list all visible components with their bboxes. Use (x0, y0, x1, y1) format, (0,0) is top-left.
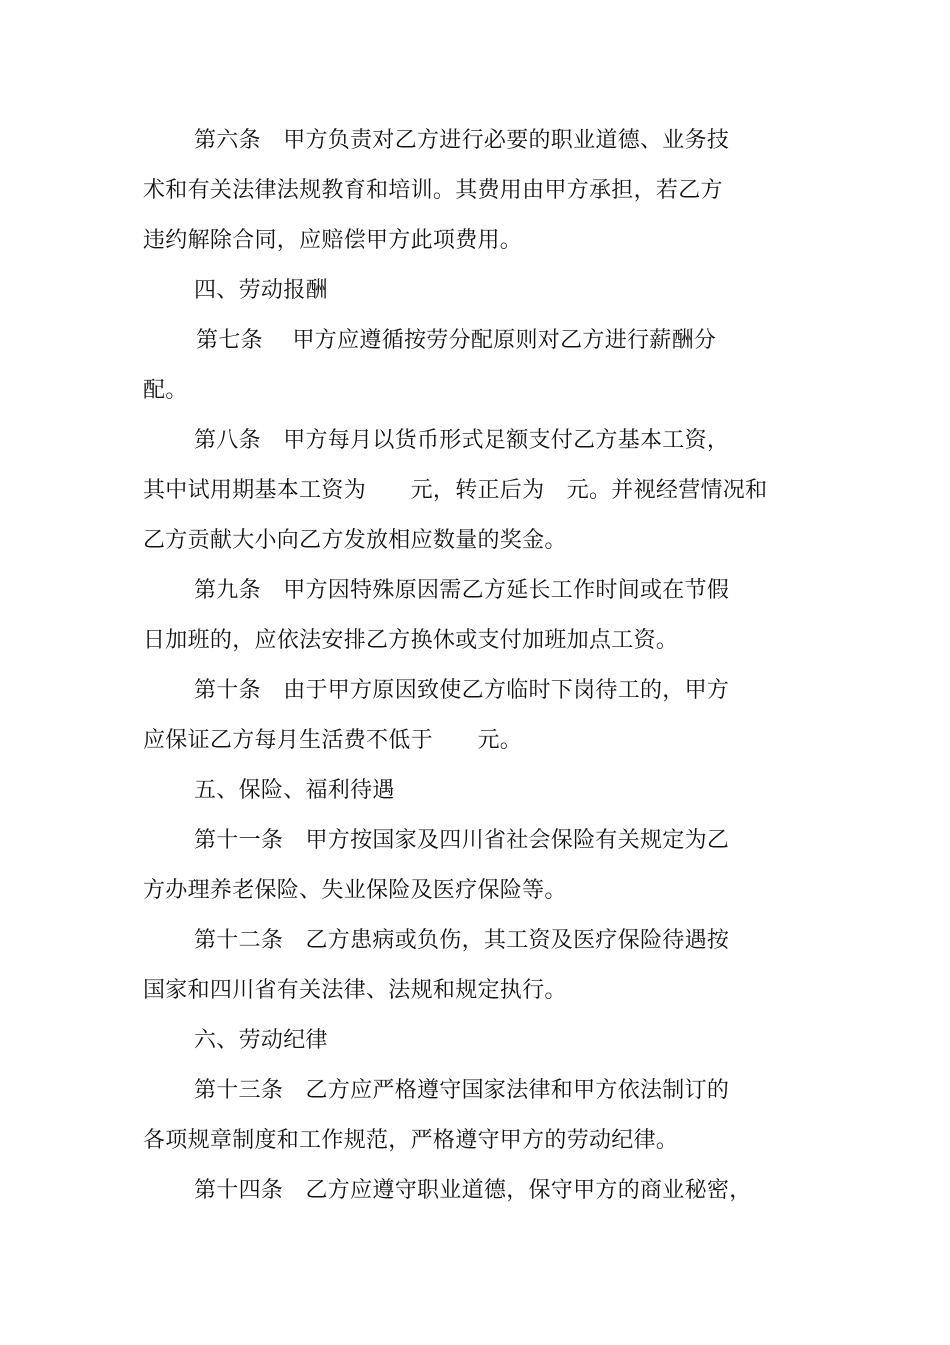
article-13-line-1: 第十三条 乙方应严格遵守国家法律和甲方依法制订的 (194, 1078, 730, 1103)
article-14-line-1: 第十四条 乙方应遵守职业道德，保守甲方的商业秘密， (194, 1178, 752, 1203)
article-7-line-2: 配。 (143, 378, 188, 403)
article-13-line-2: 各项规章制度和工作规范，严格遵守甲方的劳动纪律。 (143, 1128, 679, 1153)
article-6-line-3: 违约解除合同，应赔偿甲方此项费用。 (143, 228, 523, 253)
article-9-line-2: 日加班的，应依法安排乙方换休或支付加班加点工资。 (143, 628, 679, 653)
article-6-line-1: 第六条 甲方负责对乙方进行必要的职业道德、业务技 (194, 128, 730, 153)
article-6-line-2: 术和有关法律法规教育和培训。其费用由甲方承担，若乙方 (143, 178, 723, 203)
article-10-line-2: 应保证乙方每月生活费不低于 元。 (143, 728, 523, 753)
article-11-line-2: 方办理养老保险、失业保险及医疗保险等。 (143, 878, 567, 903)
section-4-heading: 四、劳动报酬 (194, 278, 328, 303)
section-6-heading: 六、劳动纪律 (194, 1028, 328, 1053)
article-12-line-2: 国家和四川省有关法律、法规和规定执行。 (143, 978, 567, 1003)
article-8-line-1: 第八条 甲方每月以货币形式足额支付乙方基本工资， (194, 428, 730, 453)
article-9-line-1: 第九条 甲方因特殊原因需乙方延长工作时间或在节假 (194, 578, 730, 603)
article-10-line-1: 第十条 由于甲方原因致使乙方临时下岗待工的，甲方 (194, 678, 730, 703)
section-5-heading: 五、保险、福利待遇 (194, 778, 395, 803)
article-12-line-1: 第十二条 乙方患病或负伤，其工资及医疗保险待遇按 (194, 928, 730, 953)
article-11-line-1: 第十一条 甲方按国家及四川省社会保险有关规定为乙 (194, 828, 730, 853)
article-8-line-2: 其中试用期基本工资为 元，转正后为 元。并视经营情况和 (143, 478, 768, 503)
article-8-line-3: 乙方贡献大小向乙方发放相应数量的奖金。 (143, 528, 567, 553)
article-7-line-1: 第七条 甲方应遵循按劳分配原则对乙方进行薪酬分 (196, 328, 717, 353)
